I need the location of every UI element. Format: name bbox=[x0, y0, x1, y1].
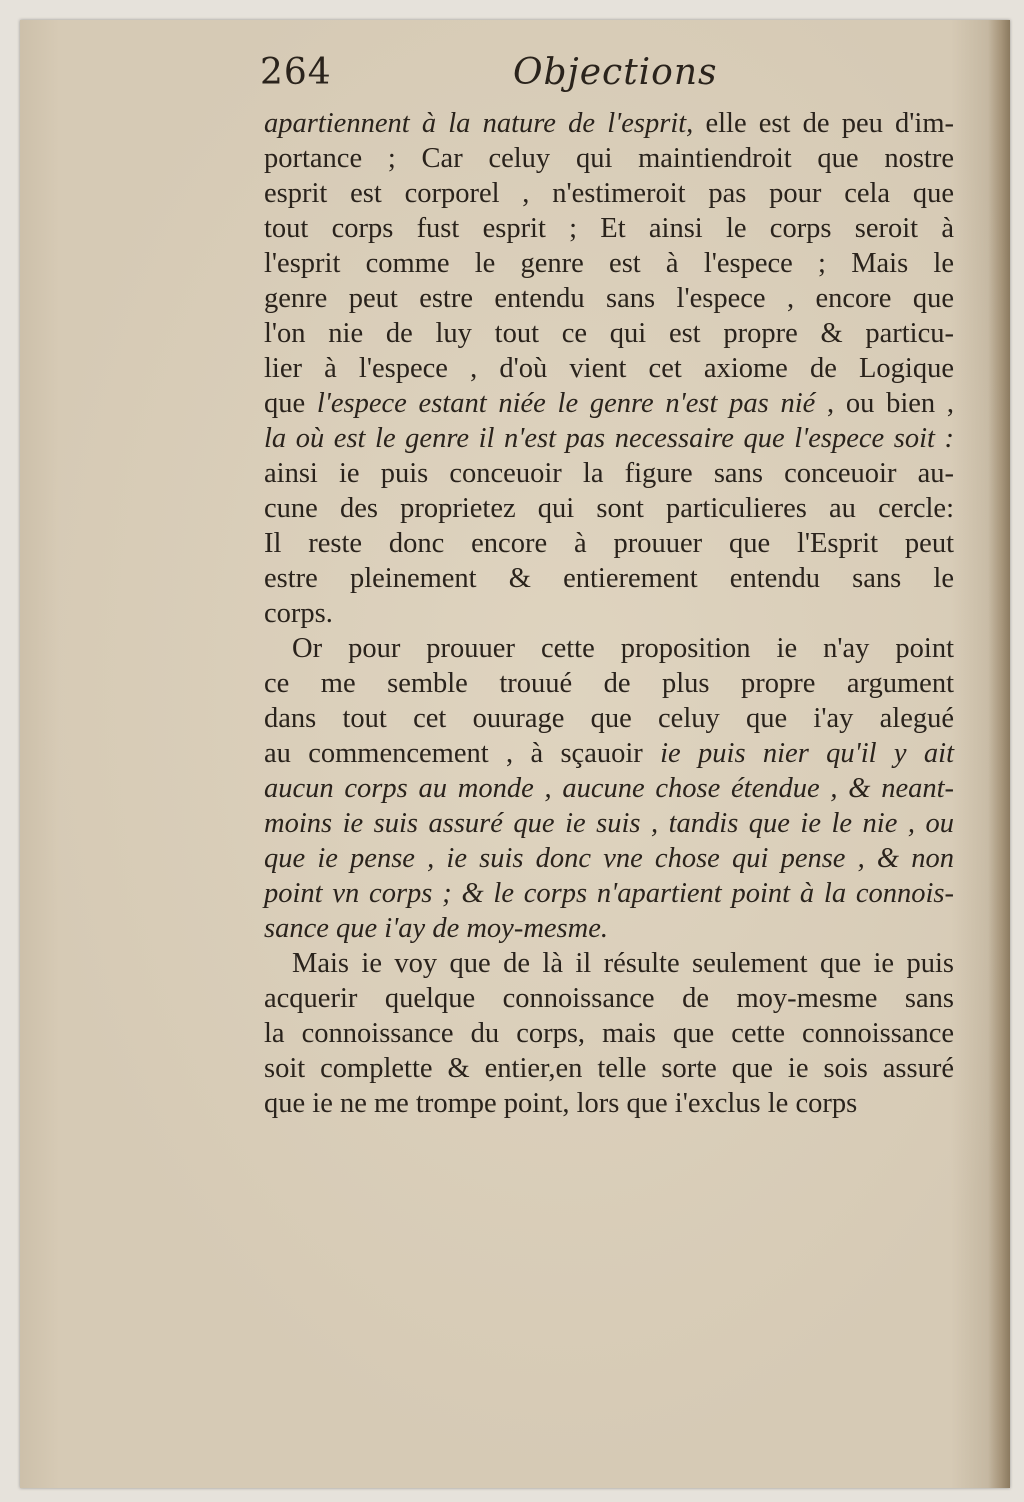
text-line bbox=[264, 596, 954, 631]
text-line bbox=[264, 526, 954, 561]
text-line bbox=[264, 946, 954, 981]
roman-text: dans tout cet ouurage que celuy que i'ay alegué bbox=[264, 703, 954, 734]
roman-text: l'esprit comme le genre est à l'espece ; Mais le bbox=[264, 248, 954, 279]
binding-gutter bbox=[988, 20, 1010, 1488]
text-line bbox=[264, 281, 954, 316]
roman-text: elle est de peu d'im- bbox=[693, 108, 954, 139]
italic-text: aucun corps au monde , aucune chose étendue , & neant- bbox=[264, 773, 954, 804]
text-line bbox=[264, 1051, 954, 1086]
roman-text: cune des proprietez qui sont particulieres au cercle: bbox=[264, 493, 954, 524]
text-line bbox=[264, 316, 954, 351]
text-line bbox=[264, 176, 954, 211]
text-line bbox=[264, 631, 954, 666]
text-line bbox=[264, 561, 954, 596]
text-line bbox=[264, 421, 954, 456]
text-line bbox=[264, 701, 954, 736]
roman-text: l'on nie de luy tout ce qui est propre & particu- bbox=[264, 318, 954, 349]
italic-text: ie puis nier qu'il y ait bbox=[660, 738, 954, 769]
roman-text: portance ; Car celuy qui maintiendroit que nostre bbox=[264, 143, 954, 174]
roman-text: que ie ne me trompe point, lors que i'exclus le corps bbox=[264, 1088, 858, 1119]
text-line bbox=[264, 141, 954, 176]
italic-text: que ie pense , ie suis donc vne chose qui pense , & non bbox=[264, 843, 954, 874]
italic-text: apartiennent à la nature de l'esprit, bbox=[264, 108, 694, 139]
roman-text: tout corps fust esprit ; Et ainsi le corps seroit à bbox=[264, 213, 954, 244]
italic-text: moins ie suis assuré que ie suis , tandis que ie le nie , ou bbox=[264, 808, 954, 839]
roman-text: acquerir quelque connoissance de moy-mesme sans bbox=[264, 983, 954, 1014]
text-line bbox=[264, 771, 954, 806]
text-line bbox=[264, 981, 954, 1016]
text-line bbox=[264, 666, 954, 701]
italic-text: sance que i'ay de moy-mesme. bbox=[264, 913, 609, 944]
roman-text: Or pour prouuer cette proposition ie n'ay point bbox=[292, 633, 954, 664]
roman-text: ainsi ie puis conceuoir la figure sans conceuoir au- bbox=[264, 458, 954, 489]
text-line bbox=[264, 1016, 954, 1051]
text-line bbox=[264, 106, 954, 141]
roman-text: que bbox=[264, 388, 317, 419]
roman-text: genre peut estre entendu sans l'espece , encore que bbox=[264, 283, 954, 314]
text-line bbox=[264, 386, 954, 421]
page-number: 264 bbox=[260, 52, 332, 93]
roman-text: au commencement , à sçauoir bbox=[264, 738, 661, 769]
text-line bbox=[264, 876, 954, 911]
roman-text: soit complette & entier,en telle sorte que ie sois assuré bbox=[264, 1053, 954, 1084]
text-line bbox=[264, 491, 954, 526]
body-text bbox=[264, 106, 954, 1121]
roman-text: ce me semble trouué de plus propre argument bbox=[264, 668, 954, 699]
italic-text: l'espece estant niée le genre n'est pas nié bbox=[316, 388, 816, 419]
text-line bbox=[264, 911, 954, 946]
roman-text: esprit est corporel , n'estimeroit pas pour cela que bbox=[264, 178, 954, 209]
italic-text: la où est le genre il n'est pas necessaire que l'espece soit : bbox=[264, 423, 954, 454]
text-line bbox=[264, 351, 954, 386]
running-head: Objections bbox=[513, 52, 718, 93]
text-line bbox=[264, 246, 954, 281]
roman-text: Il reste donc encore à prouuer que l'Esprit peut bbox=[264, 528, 954, 559]
text-line bbox=[264, 1086, 954, 1121]
text-line bbox=[264, 806, 954, 841]
roman-text: corps. bbox=[264, 598, 333, 629]
roman-text: lier à l'espece , d'où vient cet axiome de Logique bbox=[264, 353, 954, 384]
text-line bbox=[264, 841, 954, 876]
italic-text: point vn corps ; & le corps n'apartient point à la connois- bbox=[264, 878, 954, 909]
roman-text: estre pleinement & entierement entendu sans le bbox=[264, 563, 954, 594]
text-line bbox=[264, 456, 954, 491]
roman-text: , ou bien , bbox=[815, 388, 954, 419]
roman-text: Mais ie voy que de là il résulte seulement que ie puis bbox=[292, 948, 954, 979]
text-line bbox=[264, 211, 954, 246]
text-line bbox=[264, 736, 954, 771]
roman-text: la connoissance du corps, mais que cette connoissance bbox=[264, 1018, 954, 1049]
